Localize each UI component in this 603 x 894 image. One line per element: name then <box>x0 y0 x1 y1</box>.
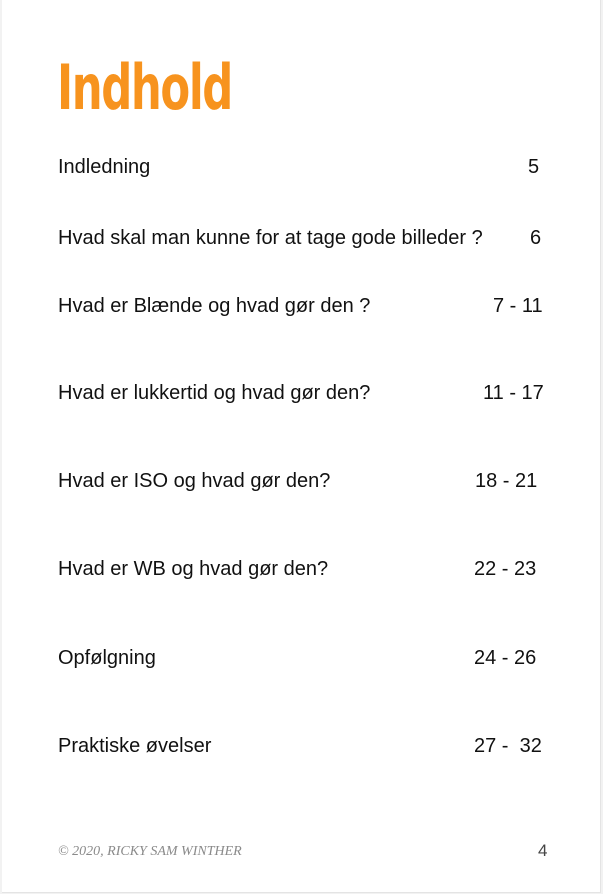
footer-copyright: © 2020, RICKY SAM WINTHER <box>58 844 242 859</box>
toc-entry-pages: 5 <box>528 156 540 178</box>
toc-entry-blaende <box>2 291 600 321</box>
toc-entry-opfoelgning <box>2 643 600 673</box>
toc-entry-label: Hvad er ISO og hvad gør den? <box>58 470 331 492</box>
toc-entry-pages: 27 - 32 <box>474 735 542 757</box>
toc-entry-gode-billeder <box>2 223 600 253</box>
toc-entry-praktiske-oevelser <box>2 731 600 761</box>
document-page <box>2 0 601 893</box>
toc-entry-pages: 11 - 17 <box>483 382 544 404</box>
toc-entry-label: Opfølgning <box>58 647 156 669</box>
toc-entry-pages: 6 <box>530 227 542 249</box>
toc-entry-label: Hvad er WB og hvad gør den? <box>58 558 329 580</box>
toc-entry-wb <box>2 554 600 584</box>
toc-entry-pages: 18 - 21 <box>475 470 538 492</box>
toc-entry-pages: 24 - 26 <box>474 647 537 669</box>
toc-entry-label: Praktiske øvelser <box>58 735 212 757</box>
toc-entry-pages: 22 - 23 <box>474 558 537 580</box>
toc-entry-pages: 7 - 11 <box>493 295 543 317</box>
toc-entry-indledning <box>2 152 600 182</box>
toc-entry-label: Hvad er Blænde og hvad gør den ? <box>58 295 371 317</box>
toc-entry-lukkertid <box>2 378 600 408</box>
toc-entry-label: Indledning <box>58 156 151 178</box>
toc-entry-label: Hvad skal man kunne for at tage gode billeder ? <box>58 227 483 249</box>
page-title: Indhold <box>57 51 232 124</box>
toc-entry-iso <box>2 466 600 496</box>
footer-page-number: 4 <box>538 841 548 860</box>
toc-entry-label: Hvad er lukkertid og hvad gør den? <box>58 382 371 404</box>
